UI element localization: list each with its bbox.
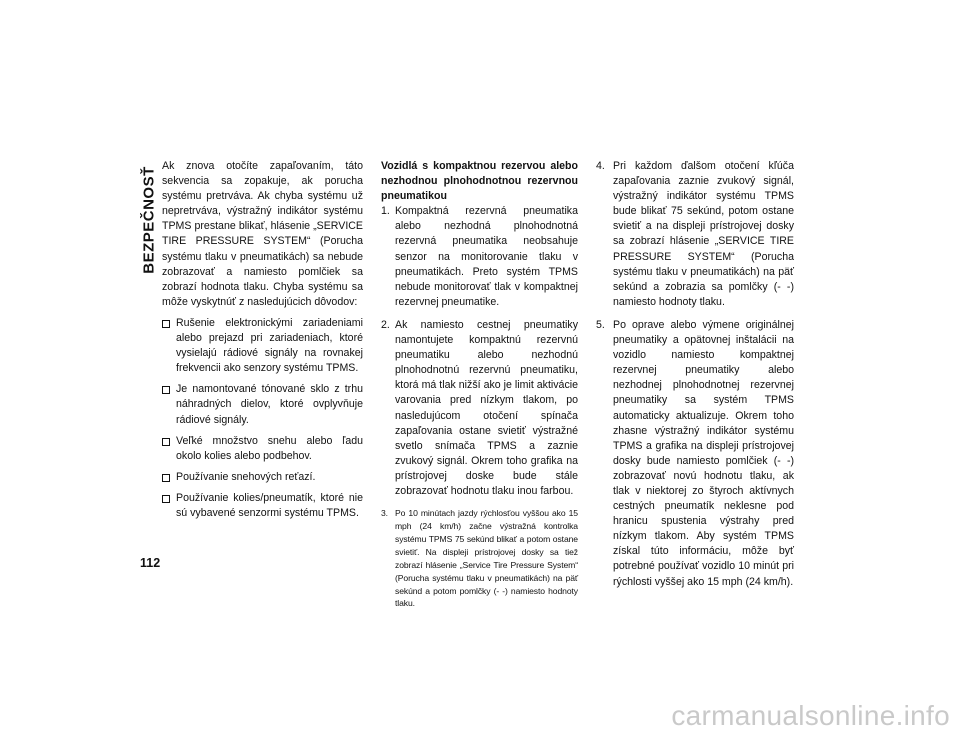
list-item: Veľké množstvo snehu alebo ľadu okolo kolies alebo podbehov. (162, 434, 363, 464)
column-right (596, 159, 794, 598)
checkbox-bullet-icon (162, 474, 170, 482)
checkbox-bullet-icon (162, 495, 170, 503)
list-item: Je namontované tónované sklo z trhu náhradných dielov, ktoré ovplyvňuje rádiové signály. (162, 382, 363, 427)
list-item: 1. Kompaktná rezervná pneumatika alebo nezhodná plnohodnotná rezervná pneumatika neobsahuje senzor na monitorovanie tlaku v pneumatikách. Preto systém TPMS nebude monitorovať tlak v kompaktnej rezervnej pneumatike. (381, 205, 578, 308)
numbered-list (596, 159, 794, 590)
page-number: 112 (140, 556, 161, 570)
watermark: carmanualsonline.info (671, 700, 950, 731)
numbered-list (381, 204, 578, 610)
cause-list (162, 316, 363, 521)
section-heading: Vozidlá s kompaktnou rezervou alebo nezhodnou plnohodnotnou rezervnou pneumatikou (381, 160, 578, 203)
section-side-tab (134, 150, 164, 290)
list-item: 4. Pri každom ďalšom otočení kľúča zapaľovania zaznie zvukový signál, výstražný indikátor systému TPMS bude blikať 75 sekúnd, potom ostane svietiť a na displeji prístrojovej dosky sa zobrazí hlásenie „SERVICE TIRE PRESSURE SYSTEM“ (Porucha systému tlaku v pneumatikách) na päť sekúnd a zobrazia sa pomlčky (- -) namiesto hodnoty tlaku. (596, 160, 794, 308)
checkbox-bullet-icon (162, 320, 170, 328)
list-item: 2. Ak namiesto cestnej pneumatiky namontujete kompaktnú rezervnú pneumatiku alebo nezhodnú plnohodnotnú rezervnú pneumatiku, ktorá má tlak nižší ako je limit aktivácie varovania pred nízkym tlakom, po nasledujúcom otočení spínača zapaľovania ostane svietiť výstražné svetlo snímača TPMS a zaznie zvukový signál. Okrem toho grafika na prístrojovej doske bude stále zobrazovať hodnotu tlaku inou farbou. (381, 318, 578, 497)
checkbox-bullet-icon (162, 386, 170, 394)
list-item: Používanie kolies/pneumatík, ktoré nie sú vybavené senzormi systému TPMS. (162, 491, 363, 521)
section-title: BEZPEČNOSŤ (140, 166, 158, 274)
list-item: 5. Po oprave alebo výmene originálnej pneumatiky a opätovnej inštalácii na vozidlo namiesto kompaktnej rezervnej pneumatiky alebo nezhodnej plnohodnotnej rezervnej pneumatiky sa systém TPMS automaticky aktualizuje. Okrem toho zhasne výstražný indikátor systému TPMS a grafika na displeji prístrojovej dosky bude namiesto pomlčiek (- -) zobrazovať novú hodnotu tlaku, ak tlak v niektorej zo štyroch aktívnych cestných pneumatík neklesne pod hranicu spustenia výstrahy pred nízkym tlakom. Aby systém TPMS získal túto informáciu, môže byť potrebné používať vozidlo 10 minút pri rýchlosti vyššej ako 15 mph (24 km/h). (596, 318, 794, 588)
list-item: 3. Po 10 minútach jazdy rýchlosťou vyššou ako 15 mph (24 km/h) začne výstražná kontrolka systému TPMS 75 sekúnd blikať a potom ostane svietiť. Na displeji prístrojovej dosky sa tiež zobrazí hlásenie „Service Tire Pressure System“ (Porucha systému tlaku v pneumatikách) na päť sekúnd a potom pomlčky (- -) namiesto hodnoty tlaku. (381, 508, 578, 609)
intro-paragraph: Ak znova otočíte zapaľovaním, táto sekvencia sa zopakuje, ak porucha systému pretrváva. Ak chyba systému už nepretrváva, výstražný indikátor systému TPMS prestane blikať, hlásenie „SERVICE TIRE PRESSURE SYSTEM“ (Porucha systému tlaku v pneumatikách) sa nebude zobrazovať a namiesto pomlčiek sa zobrazí hodnota tlaku. Chyba systému sa môže vyskytnúť z nasledujúcich dôvodov: (162, 160, 363, 308)
column-middle (381, 159, 578, 618)
column-left (162, 159, 363, 521)
list-item: Používanie snehových reťazí. (162, 470, 363, 485)
checkbox-bullet-icon (162, 438, 170, 446)
list-item: Rušenie elektronickými zariadeniami alebo prejazd pri zariadeniach, ktoré vysielajú rádiové signály na rovnakej frekvencii ako senzory systému TPMS. (162, 316, 363, 376)
